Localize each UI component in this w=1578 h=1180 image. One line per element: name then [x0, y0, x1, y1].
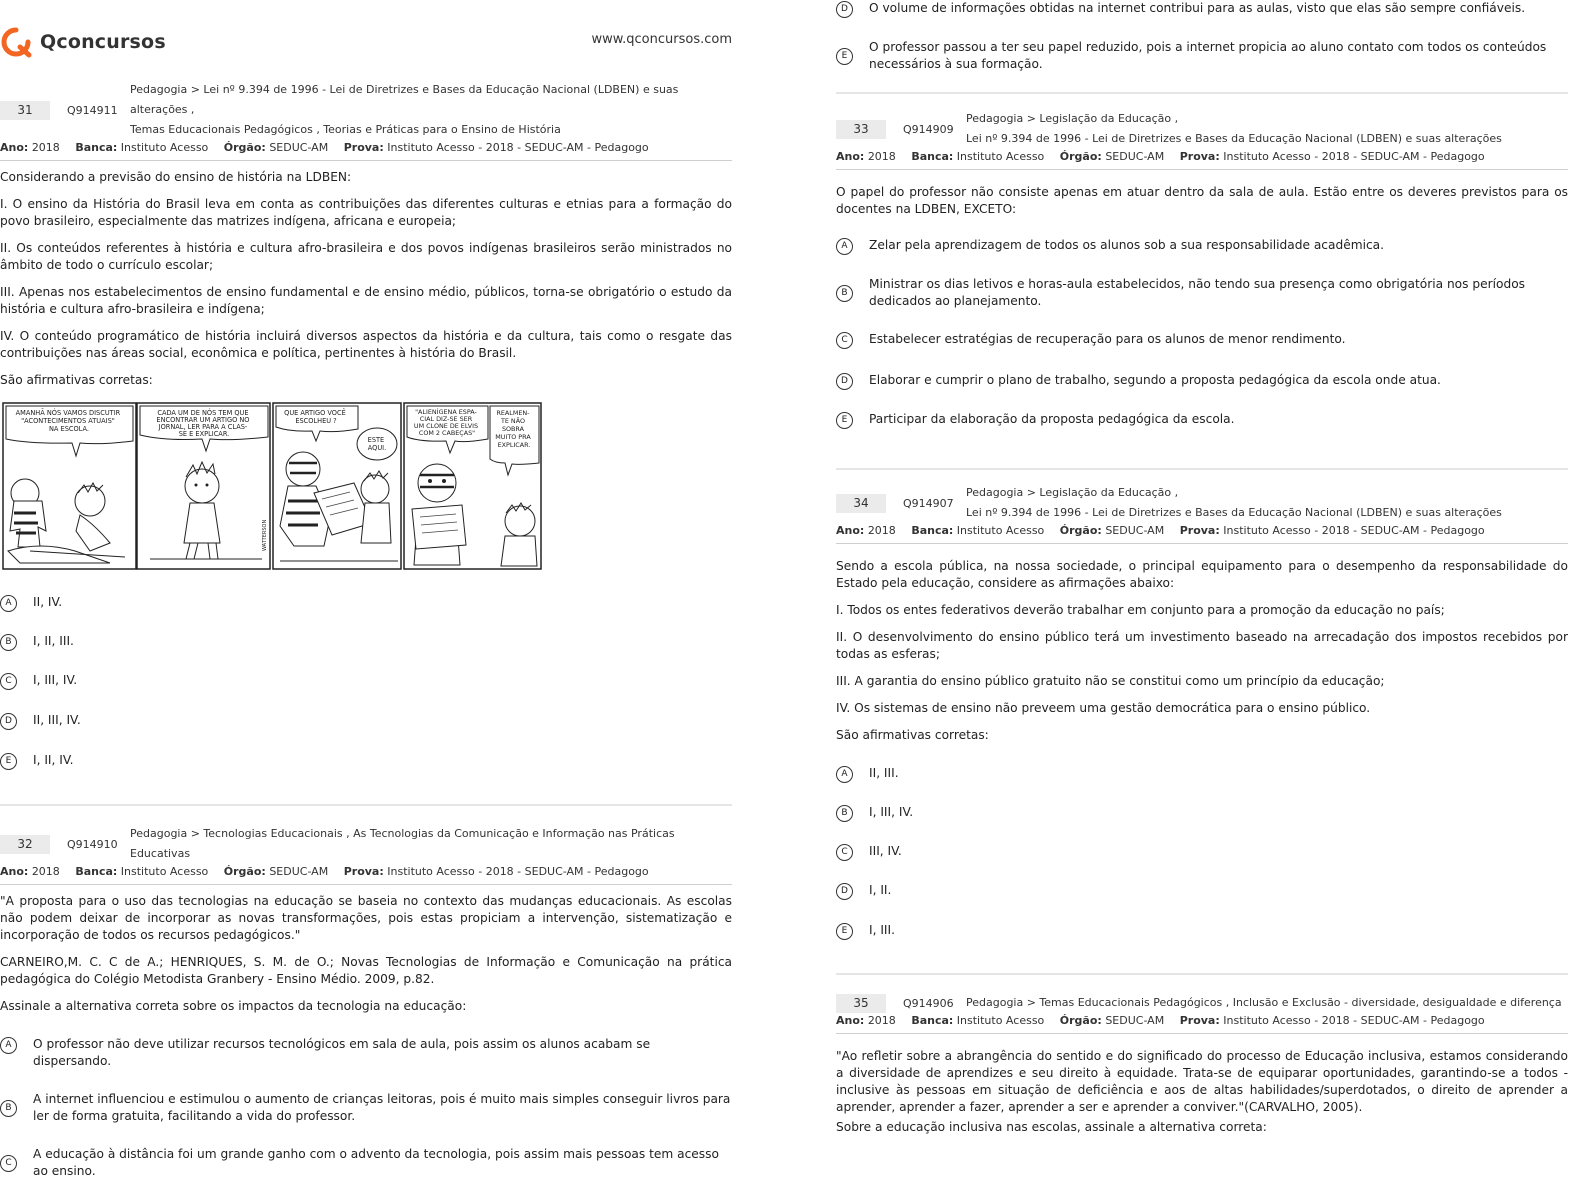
option-letter[interactable]: B	[0, 634, 17, 651]
answer-option-e[interactable]	[0, 752, 732, 770]
logo-text: Qconcursos	[40, 31, 166, 53]
comic-text: TE NÃO	[500, 417, 525, 425]
topic-line: Lei nº 9.394 de 1996 - Lei de Diretrizes e Bases da Educação Nacional (LDBEN) e suas alterações	[966, 506, 1502, 519]
statement-item: I. Todos os entes federativos deverão trabalhar em conjunto para a promoção da educação no país;	[836, 603, 1445, 617]
question-header	[836, 483, 1568, 523]
meta-orgao: SEDUC-AM	[1105, 524, 1165, 537]
topic-line: Pedagogia > Lei nº 9.394 de 1996 - Lei de Diretrizes e Bases da Educação Nacional (LDBEN) e suas alterações ,	[130, 83, 679, 116]
answer-option-c[interactable]	[0, 1146, 732, 1180]
option-text: Elaborar e cumprir o plano de trabalho, segundo a proposta pedagógica da escola onde atua.	[869, 373, 1441, 387]
option-text: I, II, III.	[33, 634, 74, 648]
question-31	[0, 80, 732, 770]
meta-banca: Instituto Acesso	[120, 865, 209, 878]
meta-banca: Instituto Acesso	[956, 1014, 1045, 1027]
meta-label: Ano:	[0, 141, 29, 154]
answer-option-a[interactable]	[836, 765, 1568, 783]
meta-label: Órgão:	[1059, 1014, 1102, 1027]
option-letter[interactable]: D	[836, 373, 853, 390]
meta-label: Prova:	[1179, 1014, 1220, 1027]
answer-option-d[interactable]	[836, 372, 1568, 390]
meta-label: Ano:	[0, 865, 29, 878]
answer-option-a[interactable]	[0, 594, 732, 612]
meta-label: Banca:	[75, 865, 118, 878]
answer-option-e[interactable]	[836, 922, 1568, 940]
comic-text: AQUI.	[367, 444, 387, 452]
answer-option-b[interactable]	[836, 804, 1568, 822]
option-text: O professor não deve utilizar recursos tecnológicos em sala de aula, pois assim os alunos acabam se dispersando.	[33, 1037, 651, 1068]
question-prompt: São afirmativas corretas:	[836, 728, 989, 742]
question-32	[0, 824, 732, 1180]
meta-orgao: SEDUC-AM	[1105, 1014, 1165, 1027]
comic-signature: WATTERSON	[262, 519, 268, 551]
option-text: A internet influenciou e estimulou o aumento de crianças leitoras, pois é muito mais simples conseguir livros para ler de forma gratuita, facilitando a vida do professor.	[33, 1092, 731, 1123]
site-url[interactable]: www.qconcursos.com	[591, 32, 732, 47]
question-separator	[836, 468, 1568, 470]
comic-text: ESTE	[367, 436, 385, 444]
option-letter[interactable]: A	[0, 595, 17, 612]
meta-prova: Instituto Acesso - 2018 - SEDUC-AM - Pedagogo	[387, 865, 649, 878]
meta-year: 2018	[31, 865, 60, 878]
question-intro: Considerando a previsão do ensino de história na LDBEN:	[0, 170, 352, 184]
question-quote: "Ao refletir sobre a abrangência do sentido e do significado do processo de Educação inclusiva, estamos considerando a diversidade de aprendizes e seu direito à equidade. Trata-se de equiparar oportunidades, garantindo-se a todos - inclusive às pessoas em situação de deficiência e aos de altas habilidades/superdotados, o direito de aprender a aprender, aprender a fazer, aprender a ser e aprender a conviver."(CARVALHO, 2005).	[836, 1049, 1568, 1114]
option-text: Ministrar os dias letivos e horas-aula estabelecidos, não tendo sua presença como obrigatória nos períodos dedicados ao planejamento.	[869, 277, 1525, 308]
question-number: 34	[836, 494, 886, 513]
answer-option-a[interactable]	[836, 237, 1568, 255]
comic-text: MUITO PRA	[495, 433, 531, 441]
divider	[836, 169, 1568, 170]
meta-prova: Instituto Acesso - 2018 - SEDUC-AM - Pedagogo	[387, 141, 649, 154]
divider	[836, 543, 1568, 544]
option-letter[interactable]: D	[836, 883, 853, 900]
meta-label: Órgão:	[1059, 150, 1102, 163]
comic-text: "ACONTECIMENTOS ATUAIS"	[21, 417, 115, 425]
topic-line: Pedagogia > Legislação da Educação ,	[966, 486, 1179, 499]
meta-prova: Instituto Acesso - 2018 - SEDUC-AM - Pedagogo	[1223, 524, 1485, 537]
option-letter[interactable]: D	[836, 1, 853, 18]
answer-option-b[interactable]	[836, 276, 1568, 310]
comic-text: AMANHÃ NÓS VAMOS DISCUTIR	[15, 409, 121, 417]
question-number: 35	[836, 994, 886, 1013]
topic-line: Pedagogia > Temas Educacionais Pedagógicos , Inclusão e Exclusão - diversidade, desigualdade e diferença	[966, 996, 1562, 1009]
option-letter[interactable]: C	[0, 1155, 17, 1172]
option-text: I, III.	[869, 923, 895, 937]
question-topic	[130, 80, 732, 140]
answer-option-c[interactable]	[836, 331, 1568, 349]
option-text: O volume de informações obtidas na internet contribui para as aulas, visto que elas são sempre confiáveis.	[869, 1, 1526, 15]
question-topic	[966, 483, 1502, 523]
statement-item: I. O ensino da História do Brasil leva em conta as contribuições das diferentes culturas e etnias para a formação do povo brasileiro, especialmente das matrizes indígena, africana e europeia;	[0, 197, 732, 228]
comic-text: UM CLONE DE ELVIS	[413, 422, 479, 430]
question-meta	[0, 865, 732, 878]
question-prompt: Assinale a alternativa correta sobre os impactos da tecnologia na educação:	[0, 999, 467, 1013]
question-separator	[836, 92, 1568, 94]
question-meta	[836, 1014, 1568, 1027]
meta-prova: Instituto Acesso - 2018 - SEDUC-AM - Pedagogo	[1223, 150, 1485, 163]
question-number: 33	[836, 120, 886, 139]
option-letter[interactable]: C	[0, 673, 17, 690]
question-separator	[836, 973, 1568, 975]
meta-year: 2018	[867, 1014, 896, 1027]
option-letter[interactable]: C	[836, 332, 853, 349]
svg-text:ESTE AQUI.	[368, 436, 387, 452]
meta-label: Banca:	[75, 141, 118, 154]
meta-year: 2018	[31, 141, 60, 154]
logo[interactable]	[0, 26, 166, 58]
option-letter[interactable]: A	[836, 238, 853, 255]
topic-line: Lei nº 9.394 de 1996 - Lei de Diretrizes e Bases da Educação Nacional (LDBEN) e suas alterações	[966, 132, 1502, 145]
question-meta	[836, 524, 1568, 537]
answer-option-e[interactable]	[836, 39, 1568, 73]
meta-orgao: SEDUC-AM	[1105, 150, 1165, 163]
option-text: A educação à distância foi um grande ganho com o advento da tecnologia, pois assim mais pessoas tem acesso ao ensino.	[33, 1147, 719, 1178]
option-letter[interactable]: A	[0, 1037, 17, 1054]
answer-option-c[interactable]	[836, 843, 1568, 861]
option-letter[interactable]: A	[836, 766, 853, 783]
comic-text: ENCONTRAR UM ARTIGO NO	[156, 416, 250, 424]
meta-label: Banca:	[911, 524, 954, 537]
meta-orgao: SEDUC-AM	[269, 865, 329, 878]
question-meta	[836, 150, 1568, 163]
statement-item: III. A garantia do ensino público gratuito não se constitui como um princípio da educação;	[836, 674, 1385, 688]
option-text: I, III, IV.	[33, 673, 78, 687]
option-text: Participar da elaboração da proposta pedagógica da escola.	[869, 412, 1235, 426]
comic-strip	[0, 401, 542, 571]
option-letter[interactable]: E	[836, 48, 853, 65]
meta-banca: Instituto Acesso	[120, 141, 209, 154]
meta-label: Banca:	[911, 1014, 954, 1027]
question-header	[836, 109, 1568, 149]
question-id[interactable]: Q914907	[903, 496, 954, 510]
question-quote: "A proposta para o uso das tecnologias na educação se baseia no contexto das mudanças educacionais. As escolas não podem deixar de incorporar as novas transformações, pois estas propiciam a intervenção, sistematização e incorporação de todos os recursos pedagógicos."	[0, 894, 732, 942]
question-meta	[0, 141, 732, 154]
left-column	[0, 0, 732, 1180]
divider	[0, 884, 732, 885]
topic-line: Pedagogia > Legislação da Educação ,	[966, 112, 1179, 125]
comic-text: SOBRA	[501, 425, 524, 433]
meta-label: Prova:	[343, 865, 384, 878]
comic-text: ESCOLHEU ?	[295, 417, 337, 425]
question-id[interactable]: Q914906	[903, 996, 954, 1010]
question-id[interactable]: Q914910	[67, 837, 118, 851]
meta-banca: Instituto Acesso	[956, 524, 1045, 537]
meta-label: Órgão:	[223, 141, 266, 154]
answer-option-e[interactable]	[836, 411, 1568, 429]
meta-banca: Instituto Acesso	[956, 150, 1045, 163]
option-text: I, II, IV.	[33, 753, 74, 767]
answer-option-a[interactable]	[0, 1036, 732, 1070]
question-prompt: Sobre a educação inclusiva nas escolas, assinale a alternativa correta:	[836, 1120, 1267, 1134]
meta-year: 2018	[867, 150, 896, 163]
meta-label: Banca:	[911, 150, 954, 163]
question-number: 31	[0, 101, 50, 120]
topic-line: Temas Educacionais Pedagógicos , Teorias e Práticas para o Ensino de História	[130, 123, 561, 136]
question-topic	[966, 993, 1562, 1013]
question-topic	[966, 109, 1502, 149]
comic-text: REALMEN-	[496, 409, 530, 417]
svg-text:"ALIENÍGENA ESPA- CIAL	[414, 407, 480, 437]
question-citation: CARNEIRO,M. C. C de A.; HENRIQUES, S. M. de O.; Novas Tecnologias de Informação e Comunicação na prática pedagógica do Colégio Metodista Granbery - Ensino Médio. 2009, p.82.	[0, 955, 732, 986]
statement-item: II. O desenvolvimento do ensino público terá um investimento baseado na arrecadação dos impostos recebidos por todas as esferas;	[836, 630, 1568, 661]
option-text: Zelar pela aprendizagem de todos os alunos sob a sua responsabilidade acadêmica.	[869, 238, 1384, 252]
question-header	[0, 80, 732, 140]
divider	[0, 160, 732, 161]
comic-text: CADA UM DE NÓS TEM QUE	[157, 409, 249, 417]
option-letter[interactable]: B	[0, 1100, 17, 1117]
question-id[interactable]: Q914911	[67, 103, 118, 117]
question-number: 32	[0, 835, 50, 854]
answer-option-c[interactable]	[0, 672, 732, 690]
answer-option-d[interactable]	[836, 882, 1568, 900]
option-text: II, III.	[869, 766, 899, 780]
topic-line: Pedagogia > Tecnologias Educacionais , As Tecnologias da Comunicação e Informação nas Práticas Educativas	[130, 827, 675, 860]
option-text: Estabelecer estratégias de recuperação para os alunos de menor rendimento.	[869, 332, 1346, 346]
question-topic	[130, 824, 732, 864]
option-text: II, IV.	[33, 595, 63, 609]
qconcursos-logo-icon	[0, 26, 32, 58]
option-text: II, III, IV.	[33, 713, 81, 727]
question-header	[0, 824, 732, 864]
question-intro: O papel do professor não consiste apenas em atuar dentro da sala de aula. Estão entre os deveres previstos para os docentes na LDBEN, EXCETO:	[836, 185, 1568, 216]
meta-label: Prova:	[1179, 524, 1220, 537]
question-intro: Sendo a escola pública, na nossa sociedade, o principal equipamento para o desempenho da responsabilidade do Estado pela educação, considere as afirmações abaixo:	[836, 559, 1568, 590]
statement-item: II. Os conteúdos referentes à história e cultura afro-brasileira e dos povos indígenas brasileiros serão ministrados no âmbito de todo o currículo escolar;	[0, 241, 732, 272]
comic-text: "ALIENÍGENA ESPA-	[415, 408, 477, 416]
option-text: I, III, IV.	[869, 805, 914, 819]
page-header	[0, 0, 732, 80]
question-separator	[0, 804, 732, 806]
option-letter[interactable]: B	[836, 805, 853, 822]
statement-item: IV. Os sistemas de ensino não preveem uma gestão democrática para o ensino público.	[836, 701, 1371, 715]
divider	[836, 1033, 1568, 1034]
question-id[interactable]: Q914909	[903, 122, 954, 136]
statement-item: III. Apenas nos estabelecimentos de ensino fundamental e de ensino médio, públicos, torna-se obrigatório o estudo da história e cultura afro-brasileira e indígena;	[0, 285, 732, 316]
meta-label: Ano:	[836, 1014, 865, 1027]
comic-text: EXPLICAR.	[497, 441, 531, 449]
question-32-continued	[836, 0, 1568, 73]
answer-option-d[interactable]	[836, 0, 1568, 18]
statement-item: IV. O conteúdo programático de história incluirá diversos aspectos da história e da cultura, tais como o resgate das contribuições nas áreas social, econômica e política, pertinentes à história do Brasil.	[0, 329, 732, 360]
comic-text: CIAL DIZ-SE SER	[419, 415, 473, 423]
comic-text: QUE ARTIGO VOCÊ	[284, 409, 346, 417]
meta-prova: Instituto Acesso - 2018 - SEDUC-AM - Pedagogo	[1223, 1014, 1485, 1027]
option-letter[interactable]: C	[836, 844, 853, 861]
option-text: O professor passou a ter seu papel reduzido, pois a internet propicia ao aluno contato com todos os conteúdos necessários à sua formação.	[869, 40, 1547, 71]
answer-option-d[interactable]	[0, 712, 732, 730]
meta-label: Prova:	[343, 141, 384, 154]
meta-label: Ano:	[836, 150, 865, 163]
right-column	[836, 0, 1568, 1136]
answer-option-b[interactable]	[0, 633, 732, 651]
option-letter[interactable]: E	[836, 923, 853, 940]
answer-option-b[interactable]	[0, 1091, 732, 1125]
option-letter[interactable]: B	[836, 285, 853, 302]
option-text: I, II.	[869, 883, 892, 897]
meta-label: Órgão:	[1059, 524, 1102, 537]
option-text: III, IV.	[869, 844, 902, 858]
comic-text: NA ESCOLA.	[48, 425, 90, 433]
meta-year: 2018	[867, 524, 896, 537]
question-35	[836, 993, 1568, 1136]
option-letter[interactable]: E	[836, 412, 853, 429]
comic-text: SE E EXPLICAR.	[178, 430, 230, 438]
question-prompt: São afirmativas corretas:	[0, 373, 153, 387]
meta-label: Prova:	[1179, 150, 1220, 163]
meta-label: Ano:	[836, 524, 865, 537]
meta-orgao: SEDUC-AM	[269, 141, 329, 154]
question-header	[836, 993, 1568, 1013]
comic-text: JORNAL, LER PARA A CLAS-	[158, 423, 248, 431]
option-letter[interactable]: D	[0, 713, 17, 730]
question-34	[836, 483, 1568, 940]
option-letter[interactable]: E	[0, 753, 17, 770]
meta-label: Órgão:	[223, 865, 266, 878]
question-33	[836, 109, 1568, 429]
comic-text: COM 2 CABEÇAS"	[418, 429, 476, 437]
